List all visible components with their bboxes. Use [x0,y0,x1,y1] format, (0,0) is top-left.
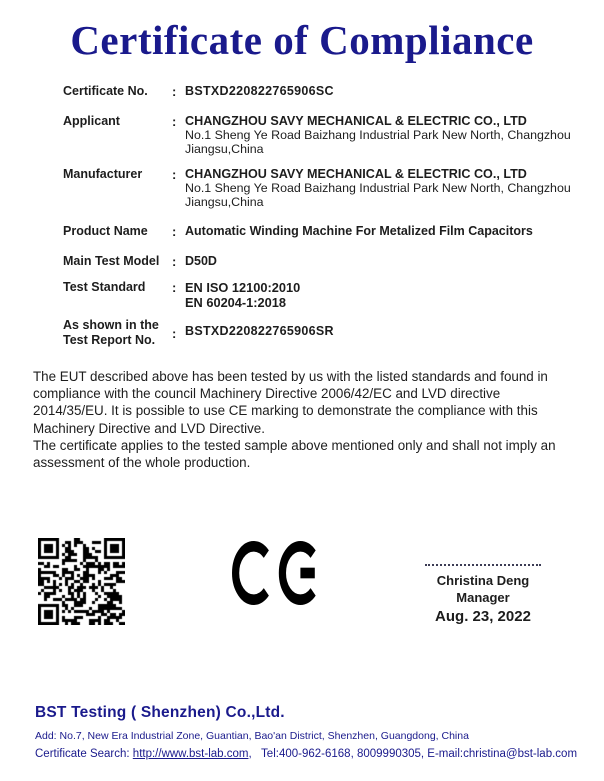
field-label: Product Name [63,224,148,238]
manufacturer-name: CHANGZHOU SAVY MECHANICAL & ELECTRIC CO., LTD [185,167,527,181]
field-label: Test Standard [63,280,146,294]
field-label-line2: Test Report No. [63,333,156,347]
certificate-search-label: Certificate Search: [35,748,133,760]
product-name-value: Automatic Winding Machine For Metalized Film Capacitors [185,224,533,238]
signatory-role: Manager [456,590,510,605]
field-label-line1: As shown in the [63,318,159,332]
field-colon: : [172,280,177,295]
certificate-search-url-link[interactable]: http://www.bst-lab.com [132,748,249,760]
qr-code [38,538,125,625]
field-label: Certificate No. [63,84,148,98]
signature-block [408,564,558,625]
signatory-name: Christina Deng [436,573,530,588]
statement-paragraph-2: The certificate applies to the tested sample above mentioned only and shall not imply an assessment of the whole production. [33,437,556,471]
field-colon: : [172,254,177,269]
field-colon: : [172,167,177,182]
field-label [63,318,171,348]
field-colon: : [172,224,177,239]
field-colon: : [172,114,177,129]
field-label: Applicant [63,114,120,128]
test-report-number-value: BSTXD220822765906SR [185,324,334,338]
lab-address: Add: No.7, New Era Industrial Zone, Guantian, Bao'an District, Shenzhen, Guangdong, China [35,730,469,742]
lab-company-name: BST Testing ( Shenzhen) Co.,Ltd. [35,704,285,721]
test-standard-value [185,280,585,310]
field-label: Main Test Model [63,254,160,268]
contact-info: , Tel:400-962-6168, 8009990305, E-mail:christina@bst-lab.com [248,748,578,760]
applicant-address-line1: No.1 Sheng Ye Road Baizhang Industrial Park New North, Changzhou [185,128,571,142]
manufacturer-value [185,167,585,209]
signature-date: Aug. 23, 2022 [435,608,531,625]
field-label: Manufacturer [63,167,143,181]
test-standard-line1: EN ISO 12100:2010 [185,280,301,295]
manufacturer-address-line1: No.1 Sheng Ye Road Baizhang Industrial Park New North, Changzhou [185,181,571,195]
statement-text [33,368,578,471]
field-colon: : [172,326,177,341]
page-title: Certificate of Compliance [70,17,534,63]
applicant-value [185,114,585,156]
statement-paragraph-1: The EUT described above has been tested by us with the listed standards and found in compliance with the council Machinery Directive 2006/42/EC and LVD directive 2014/35/EU. It is possible to use CE marking to demonstrate the compliance with this Machinery Directive and LVD Directive. [33,369,548,436]
applicant-name: CHANGZHOU SAVY MECHANICAL & ELECTRIC CO., LTD [185,114,527,128]
certificate-number-value: BSTXD220822765906SC [185,84,334,98]
manufacturer-address-line2: Jiangsu,China [185,195,264,209]
signature-dotted-line [425,564,541,566]
field-colon: : [172,84,177,99]
certificate-search-line [35,748,597,760]
ce-mark-icon [232,541,322,605]
applicant-address-line2: Jiangsu,China [185,142,264,156]
test-standard-line2: EN 60204-1:2018 [185,295,287,310]
footer [35,704,597,760]
main-test-model-value: D50D [185,254,217,268]
